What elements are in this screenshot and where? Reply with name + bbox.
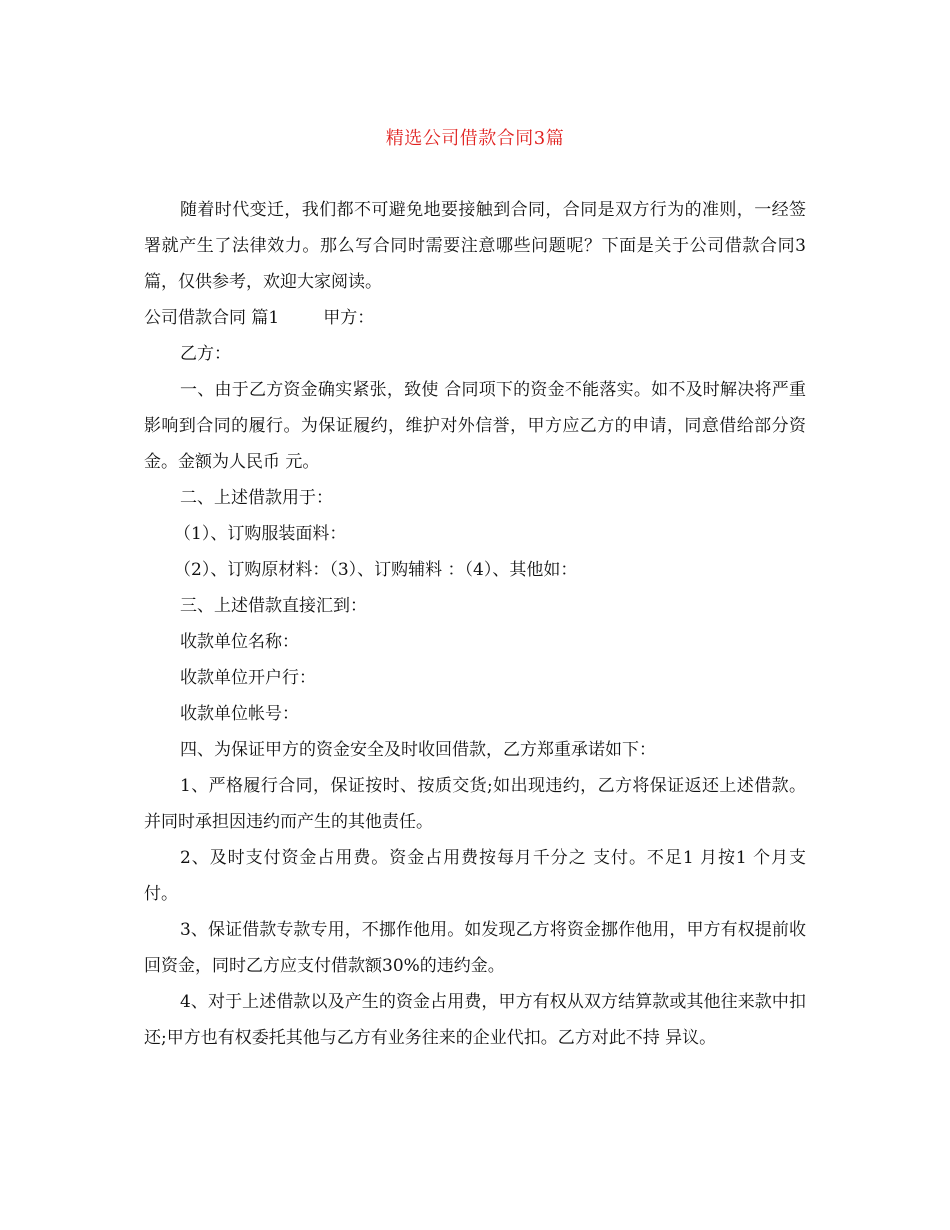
promise-3: 3、保证借款专款专用，不挪作他用。如发现乙方将资金挪作他用，甲方有权提前收回资金，同时乙方应支付借款额30%的违约金。 — [144, 920, 806, 976]
clause-4: 四、为保证甲方的资金安全及时收回借款，乙方郑重承诺如下： — [180, 740, 656, 760]
clause-3: 三、上述借款直接汇到： — [180, 596, 367, 616]
payee-name: 收款单位名称： — [180, 632, 299, 652]
party-a-label: 甲方： — [323, 308, 375, 328]
document-title: 精选公司借款合同3篇 — [385, 128, 565, 149]
intro-paragraph: 随着时代变迁，我们都不可避免地要接触到合同，合同是双方行为的准则，一经签署就产生了法律效力。那么写合同时需要注意哪些问题呢？下面是关于公司借款合同3篇，仅供参考，欢迎大家阅读。 — [144, 200, 806, 292]
promise-1: 1、严格履行合同，保证按时、按质交货;如出现违约，乙方将保证返还上述借款。并同时承担因违约而产生的其他责任。 — [144, 776, 806, 832]
document-body — [144, 192, 806, 1056]
promise-4: 4、对于上述借款以及产生的资金占用费，甲方有权从双方结算款或其他往来款中扣还;甲方也有权委托其他与乙方有业务往来的企业代扣。乙方对此不持 异议。 — [144, 992, 806, 1048]
clause-1: 一、由于乙方资金确实紧张，致使 合同项下的资金不能落实。如不及时解决将严重影响到合同的履行。为保证履约，维护对外信誉，甲方应乙方的申请，同意借给部分资金。金额为人民币 元。 — [144, 380, 806, 472]
payee-account: 收款单位帐号： — [180, 704, 299, 724]
section-heading: 公司借款合同 篇1 — [144, 308, 280, 328]
clause-2: 二、上述借款用于： — [180, 488, 333, 508]
section-heading-line — [144, 300, 806, 336]
clause-2-item-2: （2）、订购原材料：（3）、订购辅料 ：（4）、其他如： — [174, 560, 578, 580]
payee-bank: 收款单位开户行： — [180, 668, 316, 688]
promise-2: 2、及时支付资金占用费。资金占用费按每月千分之 支付。不足1 月按1 个月支付。 — [144, 848, 806, 904]
party-b-label: 乙方： — [180, 344, 231, 364]
clause-2-item-1: （1）、订购服装面料： — [174, 524, 347, 544]
